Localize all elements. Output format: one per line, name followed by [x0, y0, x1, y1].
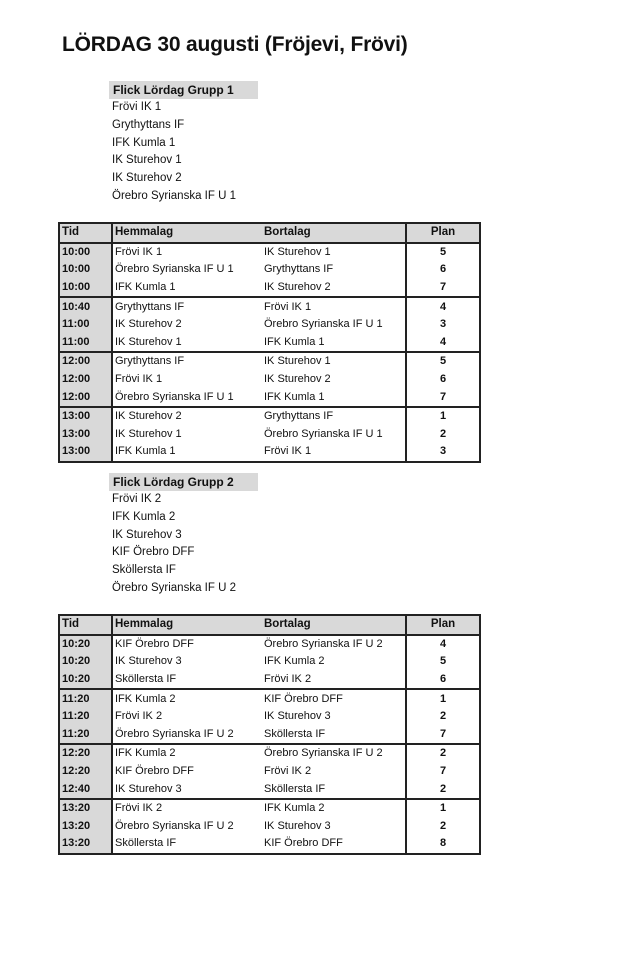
table-header-row: [59, 615, 480, 635]
cell-home: Örebro Syrianska IF U 1: [115, 390, 234, 403]
cell-plan: 5: [406, 653, 480, 671]
team-list-item: Örebro Syrianska IF U 1: [112, 189, 236, 202]
cell-home: Sköllersta IF: [115, 837, 177, 850]
team-list-item: IK Sturehov 1: [112, 154, 182, 167]
cell-plan: 7: [406, 388, 480, 407]
cell-plan: 5: [406, 243, 480, 262]
table-row: [59, 243, 480, 262]
column-header-tid: Tid: [59, 223, 112, 243]
column-header-away: Bortalag: [262, 223, 406, 243]
table-row: [59, 371, 480, 389]
cell-away: IFK Kumla 2: [262, 799, 406, 818]
cell-away: IK Sturehov 3: [264, 819, 331, 832]
cell-home: Frövi IK 2: [112, 799, 262, 818]
cell-away: Örebro Syrianska IF U 1: [264, 318, 383, 331]
cell-plan: 2: [406, 426, 480, 444]
cell-home: Örebro Syrianska IF U 2: [115, 819, 234, 832]
cell-tid: 12:00: [59, 371, 112, 389]
cell-tid: 13:20: [59, 835, 112, 854]
cell-home: IK Sturehov 3: [115, 655, 182, 668]
cell-away: KIF Örebro DFF: [264, 837, 343, 850]
table-row: [59, 316, 480, 334]
cell-home: IFK Kumla 2: [112, 744, 262, 763]
team-list-item: Frövi IK 1: [112, 101, 162, 113]
cell-tid: 13:00: [59, 426, 112, 444]
cell-tid: 11:20: [59, 689, 112, 708]
table-row: [59, 426, 480, 444]
column-header-plan: Plan: [406, 615, 480, 635]
cell-tid: 10:20: [59, 671, 112, 690]
table-row: [59, 653, 480, 671]
cell-away: Örebro Syrianska IF U 1: [264, 427, 383, 440]
cell-away: KIF Örebro DFF: [262, 689, 406, 708]
table-row: [59, 835, 480, 854]
cell-home: Frövi IK 2: [115, 710, 163, 723]
cell-tid: 12:20: [59, 744, 112, 763]
cell-plan: 6: [406, 671, 480, 690]
cell-home: KIF Örebro DFF: [115, 637, 194, 650]
cell-away: Grythyttans IF: [264, 263, 334, 276]
cell-home: Örebro Syrianska IF U 1: [115, 263, 234, 276]
table-row: [59, 818, 480, 836]
cell-plan: 1: [406, 689, 480, 708]
group-1-schedule-table: [58, 222, 481, 463]
cell-tid: 10:40: [59, 297, 112, 316]
column-header-home: Hemmalag: [112, 615, 262, 635]
column-header-plan: Plan: [406, 223, 480, 243]
cell-home: Frövi IK 1: [115, 245, 163, 258]
cell-plan: 7: [406, 279, 480, 298]
cell-plan: 6: [406, 261, 480, 279]
table-row: [59, 443, 480, 462]
cell-home: IK Sturehov 1: [115, 335, 182, 348]
team-list-item: Frövi IK 2: [112, 493, 162, 505]
cell-tid: 10:00: [59, 243, 112, 262]
table-row: [59, 352, 480, 371]
cell-plan: 8: [406, 835, 480, 854]
cell-away: IFK Kumla 1: [264, 390, 325, 403]
cell-plan: 7: [406, 763, 480, 781]
cell-tid: 11:00: [59, 316, 112, 334]
cell-tid: 13:00: [59, 407, 112, 426]
group-2-schedule-table: [58, 614, 481, 855]
table-row: [59, 407, 480, 426]
column-header-tid: Tid: [59, 615, 112, 635]
cell-away: IFK Kumla 2: [264, 655, 325, 668]
cell-home: IFK Kumla 2: [112, 689, 262, 708]
cell-plan: 2: [406, 818, 480, 836]
cell-plan: 5: [406, 352, 480, 371]
cell-plan: 4: [406, 297, 480, 316]
cell-away: Sköllersta IF: [264, 727, 326, 740]
table-row: [59, 708, 480, 726]
column-header-away: Bortalag: [262, 615, 406, 635]
group-1-list: [109, 81, 258, 206]
cell-home: IFK Kumla 1: [115, 445, 176, 458]
cell-plan: 2: [406, 780, 480, 799]
cell-away: Örebro Syrianska IF U 2: [262, 744, 406, 763]
team-list-item: IFK Kumla 2: [112, 510, 176, 523]
cell-away: IK Sturehov 3: [264, 710, 331, 723]
cell-plan: 1: [406, 407, 480, 426]
cell-plan: 3: [406, 316, 480, 334]
team-list-item: IK Sturehov 3: [112, 528, 182, 541]
page-title: LÖRDAG 30 augusti (Fröjevi, Frövi): [62, 33, 408, 56]
cell-home: IK Sturehov 1: [115, 427, 182, 440]
cell-plan: 2: [406, 708, 480, 726]
cell-tid: 13:20: [59, 799, 112, 818]
cell-home: IFK Kumla 1: [115, 281, 176, 294]
cell-away: Frövi IK 1: [264, 445, 312, 458]
table-row: [59, 744, 480, 763]
table-row: [59, 671, 480, 690]
cell-home: Frövi IK 1: [115, 373, 163, 386]
cell-plan: 6: [406, 371, 480, 389]
table-row: [59, 763, 480, 781]
team-list-item: Grythyttans IF: [112, 118, 185, 131]
table-row: [59, 635, 480, 654]
table-row: [59, 261, 480, 279]
cell-away: IK Sturehov 1: [262, 352, 406, 371]
table-row: [59, 689, 480, 708]
cell-away: Frövi IK 1: [262, 297, 406, 316]
group-2-list: [109, 473, 258, 598]
cell-home: IK Sturehov 3: [115, 782, 182, 795]
cell-tid: 11:20: [59, 726, 112, 745]
cell-tid: 11:20: [59, 708, 112, 726]
cell-tid: 11:00: [59, 334, 112, 353]
group-title: Flick Lördag Grupp 1: [109, 81, 258, 99]
team-list-item: Sköllersta IF: [112, 564, 176, 577]
table-row: [59, 799, 480, 818]
cell-tid: 10:20: [59, 635, 112, 654]
table-header-row: [59, 223, 480, 243]
cell-away: Frövi IK 2: [264, 765, 312, 778]
team-list-item: IFK Kumla 1: [112, 136, 176, 149]
cell-tid: 10:00: [59, 279, 112, 298]
cell-away: Örebro Syrianska IF U 2: [264, 637, 383, 650]
table-row: [59, 334, 480, 353]
cell-away: IK Sturehov 2: [264, 373, 331, 386]
cell-away: IK Sturehov 2: [264, 281, 331, 294]
cell-tid: 12:00: [59, 352, 112, 371]
cell-home: IK Sturehov 2: [112, 407, 262, 426]
cell-away: Grythyttans IF: [262, 407, 406, 426]
cell-home: Grythyttans IF: [112, 352, 262, 371]
cell-tid: 12:00: [59, 388, 112, 407]
cell-plan: 3: [406, 443, 480, 462]
cell-plan: 4: [406, 635, 480, 654]
cell-tid: 10:00: [59, 261, 112, 279]
team-list-item: KIF Örebro DFF: [112, 546, 195, 559]
team-list-item: Örebro Syrianska IF U 2: [112, 581, 236, 594]
table-row: [59, 297, 480, 316]
cell-home: Grythyttans IF: [112, 297, 262, 316]
team-list-item: IK Sturehov 2: [112, 172, 182, 185]
column-header-home: Hemmalag: [112, 223, 262, 243]
cell-tid: 12:40: [59, 780, 112, 799]
cell-plan: 7: [406, 726, 480, 745]
table-row: [59, 780, 480, 799]
cell-home: Sköllersta IF: [115, 673, 177, 686]
cell-plan: 4: [406, 334, 480, 353]
cell-plan: 1: [406, 799, 480, 818]
cell-tid: 13:20: [59, 818, 112, 836]
cell-away: Sköllersta IF: [264, 782, 326, 795]
cell-away: IK Sturehov 1: [264, 245, 331, 258]
cell-plan: 2: [406, 744, 480, 763]
table-row: [59, 279, 480, 298]
cell-away: Frövi IK 2: [264, 673, 312, 686]
cell-home: Örebro Syrianska IF U 2: [115, 727, 234, 740]
cell-tid: 12:20: [59, 763, 112, 781]
cell-home: IK Sturehov 2: [115, 318, 182, 331]
table-row: [59, 388, 480, 407]
table-row: [59, 726, 480, 745]
cell-home: KIF Örebro DFF: [115, 765, 194, 778]
cell-tid: 10:20: [59, 653, 112, 671]
cell-away: IFK Kumla 1: [264, 335, 325, 348]
cell-tid: 13:00: [59, 443, 112, 462]
group-title: Flick Lördag Grupp 2: [109, 473, 258, 491]
